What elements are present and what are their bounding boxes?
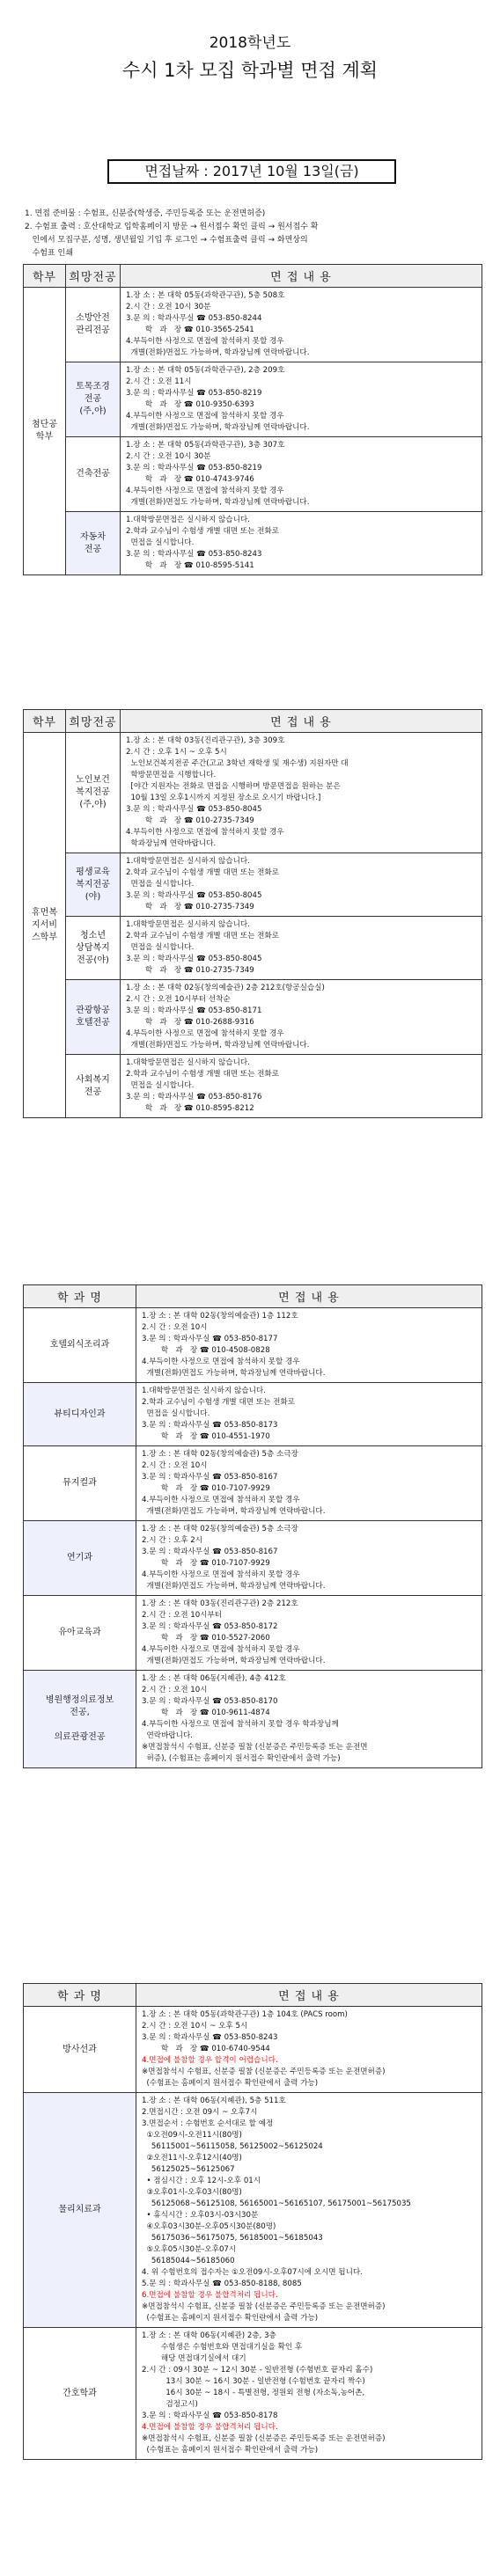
department-name: 뮤지컬과 xyxy=(24,1446,136,1521)
content-line: 3.문 의 : 학과사무실 ☎ 053-850-8173 xyxy=(142,1421,278,1430)
table-row xyxy=(24,917,482,980)
content-line: 2.학과 교수님이 수험생 개별 대면 또는 전화로 xyxy=(142,1398,296,1407)
interview-details xyxy=(136,2093,482,2328)
note-line: (수험표는 홈페이지 원서접수 확인란에서 출력 가능) xyxy=(142,2079,319,2088)
table-row xyxy=(24,980,482,1055)
note-line: 1. 면접 준비물 : 수험표, 신분증(학생증, 주민등록증 또는 운전면허증) xyxy=(25,209,266,218)
note-line: ※면접참석시 수험표, 신분증 필참 (신분증은 주민등록증 또는 운전면허증) xyxy=(142,2302,386,2311)
content-line: 2.시 간 : 09시 30분 ~ 12시 30분 - 일반전형 (수험번호 끝자리 홀수) xyxy=(142,2366,373,2375)
note-line: ※면접참석시 수험표, 신분증 필참 (신분증은 주민등록증 또는 운전면허증) xyxy=(142,2434,386,2443)
content-line: 2.시 간 : 오전 10시부터 선착순 xyxy=(126,995,231,1004)
col-header-dept: 학 과 명 xyxy=(24,1984,136,2007)
content-line: ②오전11시-오후12시(40명) xyxy=(142,2154,242,2163)
table-row xyxy=(24,2093,482,2328)
warning-line: 4.면접에 불참할 경우 불합격처리 됩니다. xyxy=(142,2423,278,2432)
content-line: 면접을 실시합니다. xyxy=(126,1081,195,1090)
col-header-major: 희망전공 xyxy=(66,265,121,288)
content-line: ③오후01시-오후03시(80명) xyxy=(142,2188,242,2197)
interview-details xyxy=(136,1383,482,1446)
major-name: 관광항공 호텔전공 xyxy=(66,980,121,1055)
department-name: 유아교육과 xyxy=(24,1596,136,1671)
content-line: 4.부득이한 사정으로 면접에 참석하지 못할 경우 xyxy=(142,1358,300,1366)
interview-details xyxy=(121,1055,482,1118)
content-line: 개별(전화)면접도 가능하며, 학과장님께 연락바랍니다. xyxy=(142,1657,326,1665)
content-line: 해당 면접대기실에서 대기 xyxy=(142,2354,246,2363)
interview-details xyxy=(136,1308,482,1383)
content-line: 학 과 장 ☎ 010-8595-8212 xyxy=(126,1104,254,1113)
content-line: 면접을 실시합니다. xyxy=(126,880,195,889)
note-line: ※면접참석시 수험표, 신분증 필참 (신분증은 주민등록증 또는 운전면허증) xyxy=(142,2067,386,2076)
table-row xyxy=(24,1521,482,1596)
content-line: 학 과 장 ☎ 010-9350-6393 xyxy=(126,400,254,409)
department-name: 호텔외식조리과 xyxy=(24,1308,136,1383)
warning-line: 4.면접에 불참할 경우 합격이 어렵습니다. xyxy=(142,2056,278,2065)
table-row xyxy=(24,733,482,853)
content-line: 1.장 소 : 본 대학 05동(과학관구관), 5층 508호 xyxy=(126,291,285,300)
content-line: 허증), (수험표는 홈페이지 원서접수 확인란에서 출력 가능) xyxy=(142,1754,341,1763)
content-line: 3.문 의 : 학과사무실 ☎ 053-850-8219 xyxy=(126,464,262,472)
content-line: ⑤오후05시30분-오후07시 xyxy=(142,2245,237,2254)
schedule-table-health xyxy=(23,1983,482,2460)
content-line: 1.장 소 : 본 대학 06동(지혜관) 2층, 3층 xyxy=(142,2331,276,2340)
interview-details xyxy=(121,853,482,917)
major-name: 청소년 상담복지 전공(야) xyxy=(66,917,121,980)
interview-details xyxy=(121,437,482,512)
content-line: 학 과 장 ☎ 010-7107-9929 xyxy=(142,1559,270,1568)
content-line: 3.문 의 : 학과사무실 ☎ 053-850-8177 xyxy=(142,1335,278,1343)
interview-details xyxy=(121,288,482,362)
interview-details xyxy=(121,512,482,575)
department-name: 방사선과 xyxy=(24,2007,136,2093)
note-line: 인에서 모집구분, 성명, 생년월일 기입 후 로그인 → 수험표출력 클릭 → 화면상의 xyxy=(25,236,308,245)
interview-details xyxy=(136,2007,482,2093)
interview-date-box: 면접날짜 : 2017년 10월 13일(금) xyxy=(107,159,396,184)
content-line: 1.대학방문면접은 실시하지 않습니다. xyxy=(142,1387,266,1395)
college-name: 휴먼복 지서비 스학부 xyxy=(24,733,66,1118)
content-line: 3.문 의 : 학과사무실 ☎ 053-850-8243 xyxy=(126,550,262,559)
content-line: 4.부득이한 사정으로 면접에 참석하지 못할 경우 xyxy=(142,1570,300,1579)
content-line: 학 과 장 ☎ 010-5527-2060 xyxy=(142,1634,270,1643)
content-line: 10월 13일 오후1시까지 지정된 장소로 오시기 바랍니다.] xyxy=(126,794,321,802)
interview-details xyxy=(136,2328,482,2460)
content-line: 2.시 간 : 오전 10시부터 xyxy=(142,1611,223,1620)
content-line: 학 과 장 ☎ 010-2735-7349 xyxy=(126,903,254,911)
content-line: 학 과 장 ☎ 010-4508-0828 xyxy=(142,1346,270,1355)
content-line: 1.대학방문면접은 실시하지 않습니다. xyxy=(126,857,250,866)
notes xyxy=(25,208,482,260)
content-line: 3.문 의 : 학과사무실 ☎ 053-850-8172 xyxy=(142,1622,278,1631)
content-line: 1.장 소 : 본 대학 02동(창의예술관) 1층 112호 xyxy=(142,1312,298,1321)
interview-details xyxy=(136,1521,482,1596)
interview-details xyxy=(121,733,482,853)
content-line: 1.장 소 : 본 대학 02동(창의예술관) 2층 212호(항공실습실) xyxy=(126,984,325,992)
note-line: (수험표는 홈페이지 원서접수 확인란에서 출력 가능) xyxy=(142,2314,319,2323)
table-row xyxy=(24,1383,482,1446)
note-line: 2. 수험표 출력 : 호산대학교 입학홈페이지 방문 → 원서접수 확인 클릭 → 원서접수 확 xyxy=(25,223,319,231)
content-line: 노인보건복지전공 주간(고교 3학년 재학생 및 재수생) 지원자만 대 xyxy=(126,759,349,768)
col-header-content: 면 접 내 용 xyxy=(136,1285,482,1308)
content-line: 3.문 의 : 학과사무실 ☎ 053-850-8045 xyxy=(126,805,262,814)
content-line: 개별(전화)면접도 가능하며, 학과장님께 연락바랍니다. xyxy=(126,423,310,432)
col-header-content: 면 접 내 용 xyxy=(121,265,482,288)
content-line: 3.문 의 : 학과사무실 ☎ 053-850-8244 xyxy=(126,314,262,323)
content-line: 1.장 소 : 본 대학 03동(진리관구관), 3층 309호 xyxy=(126,736,285,745)
content-line: 면접을 실시합니다. xyxy=(142,1409,210,1418)
content-line: 학 과 장 ☎ 010-7107-9929 xyxy=(142,1484,270,1493)
content-line: 2.시 간 : 오전 10시 xyxy=(142,1461,208,1470)
table-row xyxy=(24,362,482,437)
content-line: 2.시 간 : 오전 10시 30분 xyxy=(126,452,211,461)
interview-details xyxy=(121,980,482,1055)
col-header-dept: 학 과 명 xyxy=(24,1285,136,1308)
department-name: 물리치료과 xyxy=(24,2093,136,2328)
warning-line: 6.면접에 불참할 경우 불합격처리 됩니다. xyxy=(142,2291,278,2300)
content-line: 2.학과 교수님이 수험생 개별 대면 또는 전화로 xyxy=(126,527,280,536)
content-line: 4.부득이한 사정으로 면접에 참석하지 못할 경우 xyxy=(126,487,284,495)
content-line: 1.장 소 : 본 대학 06동(지혜관), 4층 412호 xyxy=(142,1674,286,1683)
content-line: 2.학과 교수님이 수험생 개별 대면 또는 전화로 xyxy=(126,1070,280,1079)
content-line: 학 과 장 ☎ 010-2735-7349 xyxy=(126,966,254,975)
content-line: 3.문 의 : 학과사무실 ☎ 053-850-8170 xyxy=(142,1697,278,1706)
content-line: 학 과 장 ☎ 010-8595-5141 xyxy=(126,561,254,570)
content-line: 개별(전화)면접도 가능하며, 학과장님께 연락바랍니다. xyxy=(142,1369,326,1378)
table-row xyxy=(24,1308,482,1383)
content-line: 학 과 장 ☎ 010-6740-9544 xyxy=(142,2045,270,2053)
content-line: 56125068~56125108, 56165001~56165107, 56175001~56175035 xyxy=(142,2199,411,2208)
content-line: 학 과 장 ☎ 010-2688-9316 xyxy=(126,1018,254,1027)
content-line: [야간 지원자는 전화로 면접을 시행하며 방문면접을 원하는 분은 xyxy=(126,782,341,791)
table-row xyxy=(24,1596,482,1671)
major-name: 평생교육 복지전공 (야) xyxy=(66,853,121,917)
content-line: 1.장 소 : 본 대학 05동(과학관구관) 1층 104호 (PACS room) xyxy=(142,2010,348,2019)
content-line: 16시 30분 ~ 18시 - 특별전형, 정원외 전형 (자소독,농어촌, xyxy=(142,2389,365,2397)
schedule-table-engineering xyxy=(23,264,482,575)
content-line: 1.장 소 : 본 대학 05동(과학관구관), 2층 209호 xyxy=(126,366,285,375)
content-line: 학 과 장 ☎ 010-9611-4874 xyxy=(142,1709,270,1717)
content-line: 2.시 간 : 오후 1시 ~ 오후 5시 xyxy=(126,748,227,757)
content-line: 1.장 소 : 본 대학 02동(창의예술관) 5층 소극장 xyxy=(142,1525,298,1533)
content-line: 개별(전화)면접도 가능하며, 학과장님께 연락바랍니다. xyxy=(126,1041,310,1050)
note-line: (수험표는 홈페이지 원서접수 확인란에서 출력 가능) xyxy=(142,2446,319,2455)
content-line: 4.부득이한 사정으로 면접에 참석하지 못할 경우 xyxy=(142,1645,300,1654)
content-line: • 점심시간 : 오후 12시-오후 01시 xyxy=(142,2177,261,2185)
content-line: 13시 30분 ~ 16시 30분 - 일반전형 (수험번호 끝자리 짝수) xyxy=(142,2377,365,2386)
content-line: 1.대학방문면접은 실시하지 않습니다. xyxy=(126,1058,250,1067)
major-name: 사회복지 전공 xyxy=(66,1055,121,1118)
major-name: 소방안전 관리전공 xyxy=(66,288,121,362)
content-line: 1.장 소 : 본 대학 05동(과학관구관), 3층 307호 xyxy=(126,441,285,450)
table-row xyxy=(24,853,482,917)
content-line: 3.문 의 : 학과사무실 ☎ 053-850-8167 xyxy=(142,1473,278,1482)
content-line: 3.문 의 : 학과사무실 ☎ 053-850-8045 xyxy=(126,955,262,963)
content-line: 학방문면접을 시행합니다. xyxy=(126,771,217,779)
page-title: 수시 1차 모집 학과별 면접 계획 xyxy=(121,60,379,81)
content-line: ④오후03시30분-오후05시30분(80명) xyxy=(142,2222,276,2231)
department-name: 뷰티디자인과 xyxy=(24,1383,136,1446)
content-line: 4.부득이한 사정으로 면접에 참석하지 못할 경우 xyxy=(142,1496,300,1504)
interview-details xyxy=(136,1596,482,1671)
content-line: 56115001~56115058, 56125002~56125024 xyxy=(142,2142,323,2151)
content-line: 4.부득이한 사정으로 면접에 참석하지 못할 경우 xyxy=(126,1029,284,1038)
content-line: 면접을 실시합니다. xyxy=(126,943,195,952)
major-name: 자동차 전공 xyxy=(66,512,121,575)
major-name: 노인보건 복지전공 (주,야) xyxy=(66,733,121,853)
content-line: 개별(전화)면접도 가능하며, 학과장님께 연락바랍니다. xyxy=(142,1507,326,1516)
content-line: 3.면접순서 : 수험번호 순서대로 할 예정 xyxy=(142,2119,274,2128)
content-line: 검정고시) xyxy=(142,2400,198,2409)
schedule-table-arts xyxy=(23,1284,482,1768)
major-name: 건축전공 xyxy=(66,437,121,512)
content-line: 2.시 간 : 오전 10시 ~ 오후 5시 xyxy=(142,2022,248,2031)
interview-details xyxy=(136,1446,482,1521)
col-header-content: 면 접 내 용 xyxy=(121,710,482,733)
content-line: 4.부득이한 사정으로 면접에 참석하지 못할 경우 학과장님께 xyxy=(142,1720,339,1729)
content-line: 3.문 의 : 학과사무실 ☎ 053-850-8243 xyxy=(142,2033,278,2042)
col-header-major: 희망전공 xyxy=(66,710,121,733)
department-name: 간호학과 xyxy=(24,2328,136,2460)
table-row xyxy=(24,2007,482,2093)
content-line: 4.부득이한 사정으로 면접에 참석하지 못할 경우 xyxy=(126,412,284,421)
content-line: 학 과 장 ☎ 010-2735-7349 xyxy=(126,816,254,825)
interview-details xyxy=(121,362,482,437)
interview-details xyxy=(121,917,482,980)
content-line: 면접을 실시합니다. xyxy=(126,538,195,547)
content-line: 학 과 장 ☎ 010-3565-2541 xyxy=(126,326,254,334)
table-row xyxy=(24,2328,482,2460)
content-line: 4.부득이한 사정으로 면접에 참석하지 못할 경우 xyxy=(126,337,284,346)
content-line: 56175036~56175075, 56185001~56185043 xyxy=(142,2234,323,2243)
col-header-college: 학부 xyxy=(24,710,66,733)
content-line: 2.면접시간 : 오전 09시 ~ 오후7시 xyxy=(142,2108,258,2117)
content-line: 2.시 간 : 오전 11시 xyxy=(126,377,192,386)
table-row xyxy=(24,437,482,512)
content-line: 3.문 의 : 학과사무실 ☎ 053-850-8167 xyxy=(142,1548,278,1556)
title-year: 2018학년도 xyxy=(209,34,291,52)
content-line: 1.장 소 : 본 대학 02동(창의예술관) 5층 소극장 xyxy=(142,1450,298,1459)
content-line: 학 과 장 ☎ 010-4551-1970 xyxy=(142,1432,270,1441)
content-line: 3.문 의 : 학과사무실 ☎ 053-850-8045 xyxy=(126,891,262,900)
content-line: 2.학과 교수님이 수험생 개별 대면 또는 전화로 xyxy=(126,868,280,877)
content-line: 개별(전화)면접도 가능하며, 학과장님께 연락바랍니다. xyxy=(126,348,310,357)
table-row xyxy=(24,1055,482,1118)
content-line: 1.대학방문면접은 실시하지 않습니다. xyxy=(126,920,250,929)
content-line: 4.부득이한 사정으로 면접에 참석하지 못할 경우 xyxy=(126,828,284,837)
content-line: 연락바랍니다. xyxy=(142,1731,194,1740)
table-row xyxy=(24,1671,482,1768)
content-line: 1.장 소 : 본 대학 06동(지혜관), 5층 511호 xyxy=(142,2097,286,2105)
content-line: 학 과 장 ☎ 010-4743-9746 xyxy=(126,475,254,484)
schedule-table-welfare xyxy=(23,709,482,1118)
department-name: 연기과 xyxy=(24,1521,136,1596)
content-line: 2.시 간 : 오전 10시 30분 xyxy=(126,303,211,311)
content-line: 56125025~56125067 xyxy=(142,2165,235,2174)
table-row xyxy=(24,1446,482,1521)
department-name: 병원행정의료정보 전공, 의료관광전공 xyxy=(24,1671,136,1768)
content-line: • 휴식시간 : 오후03시-03시30분 xyxy=(142,2211,259,2220)
content-line: 수험생은 수험번호와 면접대기실을 확인 후 xyxy=(142,2343,303,2352)
table-row xyxy=(24,512,482,575)
content-line: 2.시 간 : 오후 2시 xyxy=(142,1536,202,1545)
content-line: 1.대학방문면접은 실시하지 않습니다. xyxy=(126,516,250,524)
content-line: 4. 위 수험번호의 접수자는 ①오전09시-오후07시에 오시면 됩니다. xyxy=(142,2268,363,2277)
content-line: 2.시 간 : 오전 10시 xyxy=(142,1686,208,1694)
col-header-content: 면 접 내 용 xyxy=(136,1984,482,2007)
content-line: 학과장님께 연락바랍니다. xyxy=(126,839,217,848)
content-line: ※면접참석시 수험표, 신분증 필참 (신분증은 주민등록증 또는 운전면 xyxy=(142,1743,368,1752)
content-line: 5.문 의 : 학과사무실 ☎ 053-850-8188, 8085 xyxy=(142,2280,302,2288)
content-line: 56185044~56185060 xyxy=(142,2257,235,2265)
col-header-college: 학부 xyxy=(24,265,66,288)
content-line: 1.장 소 : 본 대학 03동(진리관구관) 2층 212호 xyxy=(142,1599,298,1608)
interview-details xyxy=(136,1671,482,1768)
college-name: 첨단공 학부 xyxy=(24,288,66,575)
note-line: 수험표 인쇄 xyxy=(25,249,73,258)
major-name: 토목조경 전공 (주,야) xyxy=(66,362,121,437)
content-line: 2.시 간 : 오전 10시 xyxy=(142,1323,208,1332)
content-line: 3.문 의 : 학과사무실 ☎ 053-850-8219 xyxy=(126,389,262,398)
content-line: 개별(전화)면접도 가능하며, 학과장님께 연락바랍니다. xyxy=(126,498,310,507)
content-line: 2.학과 교수님이 수험생 개별 대면 또는 전화로 xyxy=(126,932,280,940)
table-row xyxy=(24,288,482,362)
content-line: 3.문 의 : 학과사무실 ☎ 053-850-8178 xyxy=(142,2411,278,2420)
content-line: 3.문 의 : 학과사무실 ☎ 053-850-8171 xyxy=(126,1006,262,1015)
content-line: 3.문 의 : 학과사무실 ☎ 053-850-8176 xyxy=(126,1093,262,1101)
content-line: ①오전09시-오전11시(80명) xyxy=(142,2131,242,2140)
content-line: 개별(전화)면접도 가능하며, 학과장님께 연락바랍니다. xyxy=(142,1582,326,1591)
